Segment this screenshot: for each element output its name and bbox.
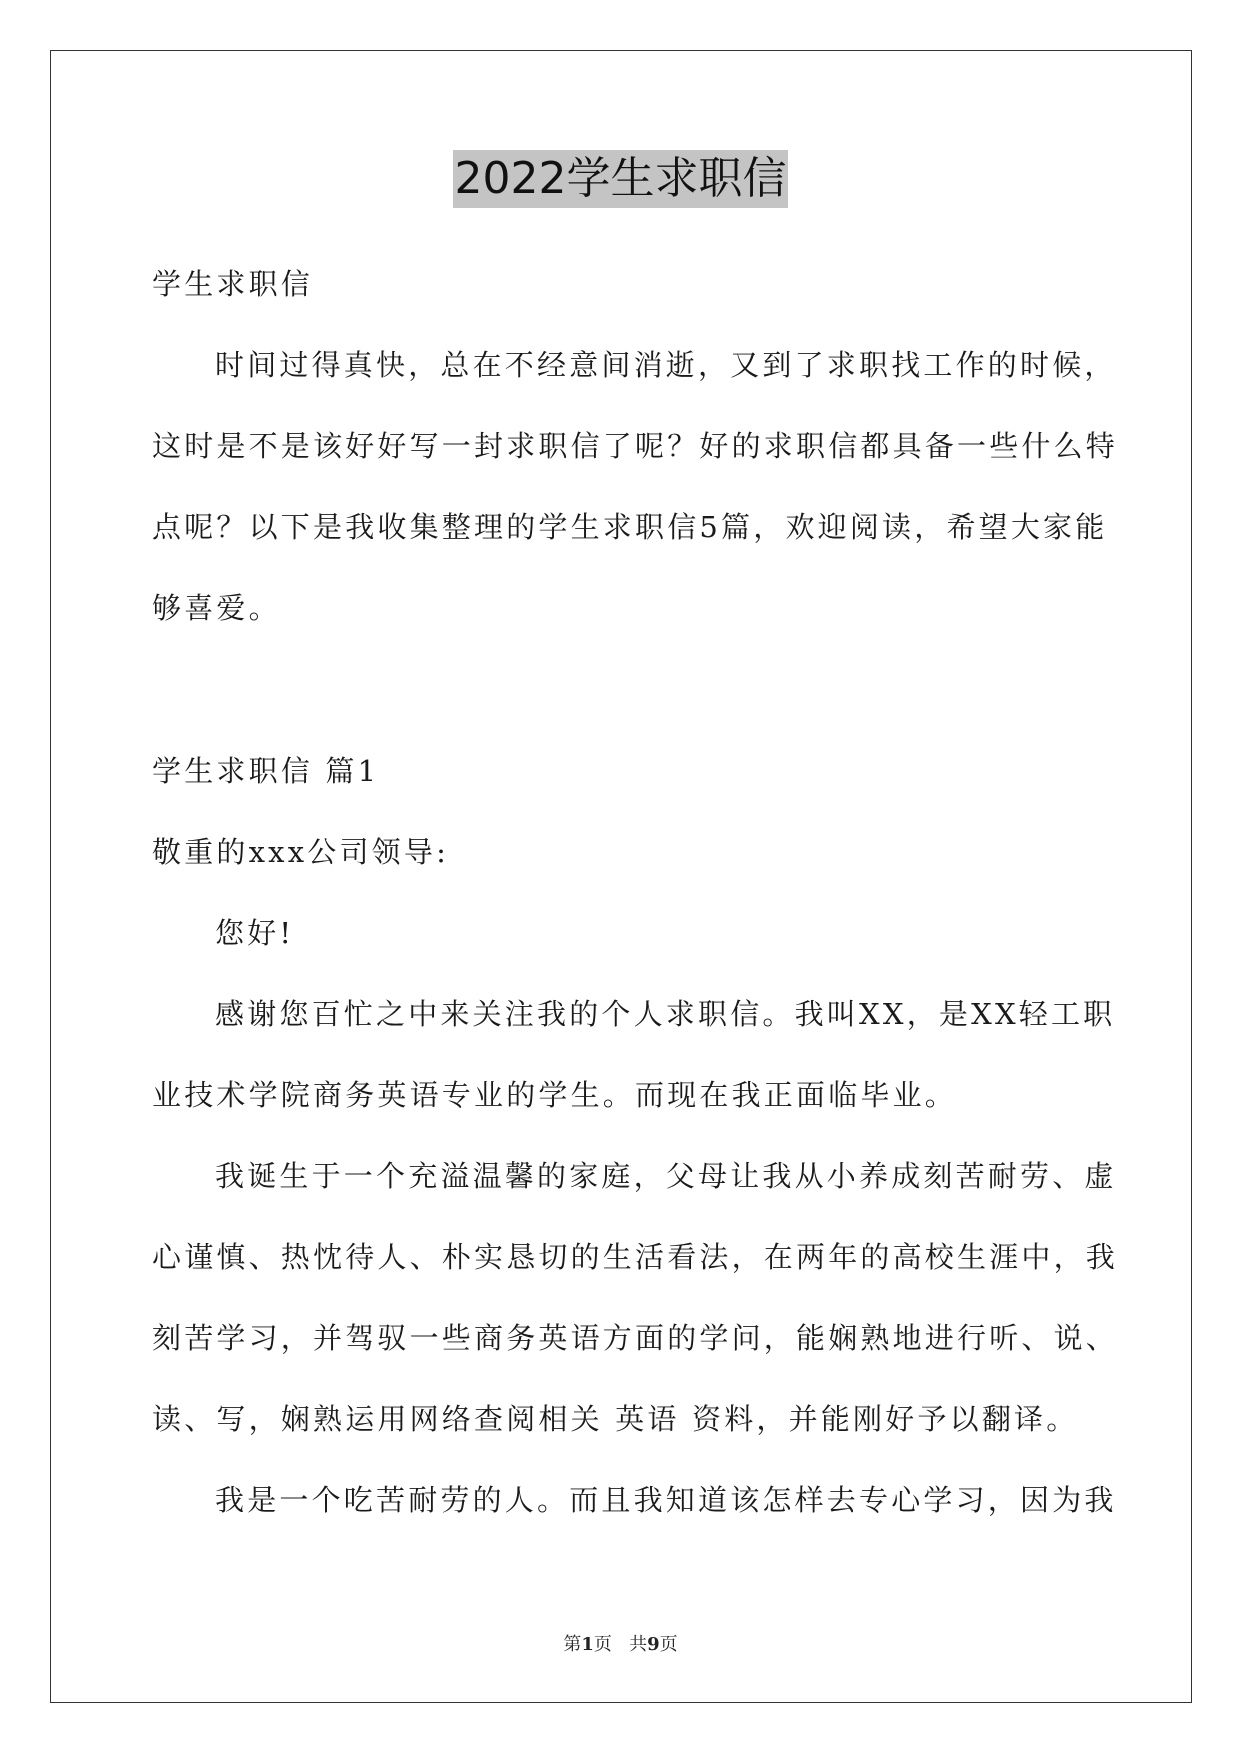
greeting: 您好! [215,916,295,950]
paragraph-line: 够喜爱。 [152,591,281,625]
section-heading: 学生求职信 [152,267,314,301]
footer-prefix: 第 [563,1634,582,1655]
current-page-number: 1 [581,1634,594,1655]
paragraph-line: 心谨慎、热忱待人、朴实恳切的生活看法，在两年的高校生涯中，我 [152,1240,1119,1274]
paragraph-line: 我诞生于一个充溢温馨的家庭，父母让我从小养成刻苦耐劳、虚 [215,1159,1117,1193]
document-body [152,244,1119,1541]
footer-suffix: 页 [659,1634,678,1655]
paragraph-line: 感谢您百忙之中来关注我的个人求职信。我叫XX，是XX轻工职 [215,997,1116,1031]
total-page-number: 9 [647,1634,660,1655]
blank-line [152,649,1092,731]
title-container [0,150,1241,208]
footer-mid: 页 共 [593,1634,648,1655]
paragraph-line: 业技术学院商务英语专业的学生。而现在我正面临毕业。 [152,1078,958,1112]
paragraph-line: 时间过得真快，总在不经意间消逝，又到了求职找工作的时候， [215,348,1117,382]
paragraph-line: 这时是不是该好好写一封求职信了呢？好的求职信都具备一些什么特 [152,429,1119,463]
paragraph-line: 刻苦学习，并驾驭一些商务英语方面的学问，能娴熟地进行听、说、 [152,1321,1119,1355]
page-footer [0,1630,1241,1656]
paragraph-line: 读、写，娴熟运用网络查阅相关 英语 资料，并能刚好予以翻译。 [152,1402,1079,1436]
salutation: 敬重的xxx公司领导: [152,835,450,869]
paragraph-line: 我是一个吃苦耐劳的人。而且我知道该怎样去专心学习，因为我 [215,1483,1117,1517]
paragraph-line: 点呢？以下是我收集整理的学生求职信5篇，欢迎阅读，希望大家能 [152,510,1108,544]
document-title: 2022学生求职信 [453,150,789,208]
section-heading: 学生求职信 篇1 [152,754,380,788]
